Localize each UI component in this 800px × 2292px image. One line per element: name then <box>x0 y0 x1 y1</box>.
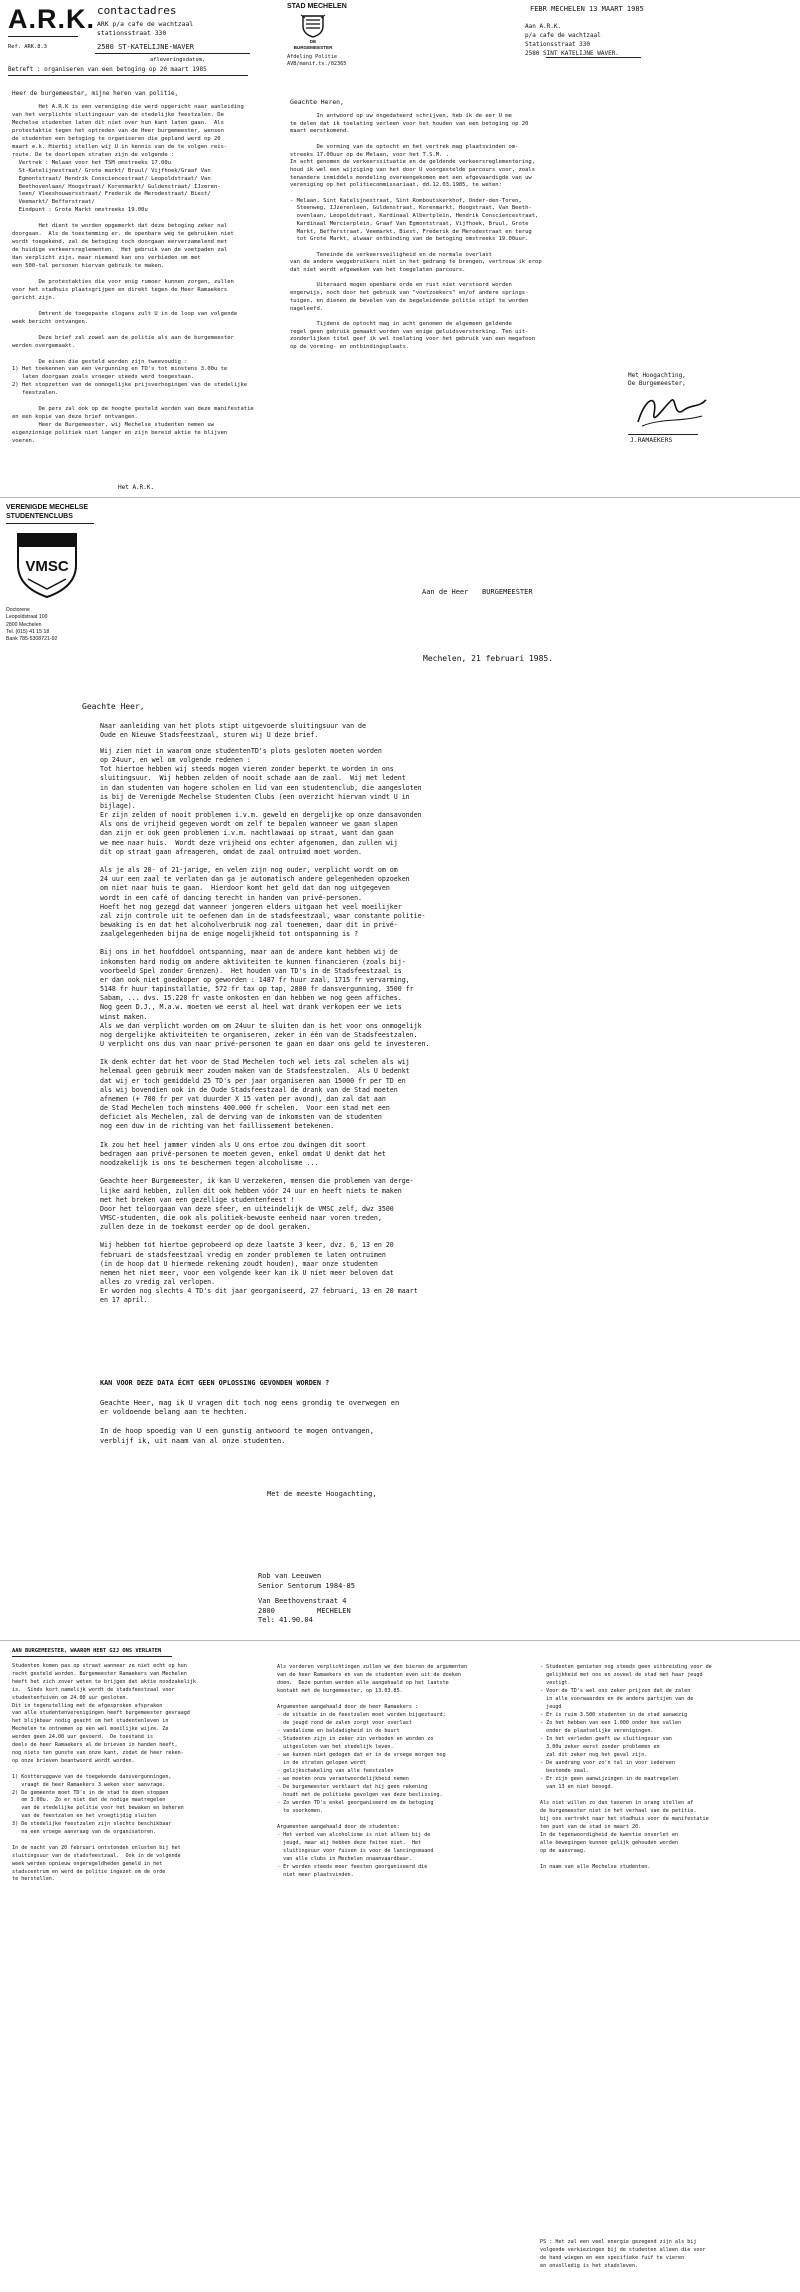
ark-header-rule <box>95 53 250 54</box>
vmsc-body: Wij zien niet in waarom onze studentenTD's plots gesloten moeten worden op 24uur, en wel om volgende redenen : Tot hiertoe hebben wij steeds mogen vieren zonder beperkt te worden in ons sluitingsuur. Wij hebben zelden of nooit schade aan de zaal. Wij met ledent in dan studenten van hogere scholen en lid van een studentenclub, die aangesloten is bij de Verenigde Mechelse Studenten Clubs (een overzicht hiervan vindt U in bijlage). Er zijn zelden of nooit problemen i.v.m. geweld en dergelijke op onze dansavonden Als ons de vrijheid gegeven wordt om zelf te bepalen wanneer we gaan slapen dan zijn er ook geen problemen i.v.m. nachtlawaai op straat, want dan gaan we mee naar huis. Wordt deze vrijheid ons echter afgenomen, dan zullen wij dit op straat gaan afreageren, omdat de zaal ontruimd moet worden. Als je als 20- of 21-jarige, en velen zijn nog ouder, verplicht wordt om om 24 uur een zaal te verlaten dan ga je automatisch andere gelegenheden opzoeken om niet naar huis te gaan. Hierdoor komt het geld dat dan nog uitgegeven wordt in een café of dancing terecht in handen van privé-personen. Hoeft het nog gezegd dat wanneer jongeren elders uitgaan het veel moeilijker zal zijn controle uit te oefenen dan in de stadsfeestzaal, waar constante politie- bewaking is en dat het alcoholverbruik nog zal toenemen, daar dit in privé- zaalgelegenheden bijna de enige mogelijkheid tot ontspanning is ? Bij ons in het hoofddoel ontspanning, maar aan de andere kant hebben wij de inkomsten hard nodig om andere aktiviteiten te kunnen financieren (zoals bij- voorbeeld Spel zonder Grenzen). Het houden van TD's in de Stadsfeestzaal is er dan ook niet goedkoper op geworden : 1487 fr huur zaal, 1715 fr vervarming, 5148 fr huur tapinstallatie, 572 fr tax op tap, 2800 fr dansvergunning, 3500 fr Sabam, ... dvs. 15.220 fr vaste onkosten en dan hebben we nog geen affiches. Nog geen D.J., M.a.w. moeten we eerst al heel wat drank verkopen eer we iets winst maken. Als we dan verplicht worden om om 24uur te sluiten dan is het voor ons onmogelijk nog dergelijke aktiviteiten te organiseren, zeker in één van de Stadsfeestzalen. U verplicht ons dus van naar privé-personen te gaan en daar ons geld te investeren. Ik denk echter dat het voor de Stad Mechelen toch wel iets zal schelen als wij helemaal geen gebruik meer zouden maken van de Stadsfeestzalen. Als U bedenkt dat wij er toch gemiddeld 25 TD's per jaar organiseren aan 15000 fr per TD en als wij bovendien ook in de Oude Stadsfeestzaal de drank van de Stad moeten afnemen (+ 700 fr per vat duurder X 15 vaten per avond), dan zal dat aan de Stad Mechelen toch minstens 400.000 fr schelen. Voor een stad met een deficiet als Mechelen, zal de derving van de inkomsten van de studenten nog een duw in de richting van het faillissement betekenen. Ik zou het heel jammer vinden als U ons ertoe zou dwingen dit soort bedragen aan privé-personen te moeten geven, enkel omdat U denkt dat het noodzakelijk is ons te beschermen tegen alcoholisme ... Geachte heer Burgemeester, ik kan U verzekeren, mensen die problemen van derge- lijke aard hebben, zullen dit ook hebben vóór 24 uur en heeft niets te maken met het breken van een gezellige studentenfeest ! Door het teloorgaan van deze sfeer, en uiteindelijk de VMSC zelf, dwz 3500 VMSC-studenten, die ook als politiek-bewuste eenheid naar voren treden, zullen deze in de toekomst eerder op de dool geraken. Wij hebben tot hiertoe geprobeerd op deze laatste 3 keer, dvz. 6, 13 en 20 februari de stadsfeestzaal vredig en zonder problemen te laten ontruimen (in de hoop dat U hiermede rekening zoudt houden), maar onze studenten nemen het niet meer, voor een volgende keer kan ik U niet meer beloven dat alles zo vredig zal verlopen. Er worden nog slechts 4 TD's dit jaar georganiseerd, 27 februari, 13 en 20 maart en 17 april. <box>100 747 430 1305</box>
pamflet-col1: Studenten komen pas op straat wanneer ze niet echt op hun recht gesteld worden. Burgemeester Ramaekers van Mechelen heeft het zich zover weten te brijgen dat aktie noodzakelijk is. Sinds kort namelijk wordt de stadsfeestzaal voor studentenfuiven om 24.00 uur gesloten. Dit in tegenstelling met de afgesproken afspraken van alle studentenverenigingen heeft burgemeester gevraagd het blijkbaar nodig geacht om het studentenleven in Mechelen te ontnemen op een wel moeilijke wijze. Ze werden geen 24.00 uur gevoerd. De toestand is deels de heer Ramaekers al de brieven in handen heeft, nog niets ten gunste van onze kant, zodat de heer reken- op onze brieven beantwoord wordt worden. 1) Kostteruggave van de toegekende dansvergunningen, vraagt de heer Ramaekers 3 weken voor aanvrage. 2) De gemeente moet TD's in de stad te doen stoppen om 3.00u. Zo er niet dat de nodige maatregelen van de stedelijke politie voor het bewaken en beheren van de feestzalen en het vroegtijdig sluiten 3) De stedelijke feestzalen zijn slechts beschikbaar na een vroege aanvraag van de organisatoren. In de nacht van 20 februari ontstonden onlusten bij het sluitingsuur van de stadsfeestzaal. Ook in de volgende week werden opnieuw ongeregeldheden gemeld in het stadscentrum en werd de politie ingezet om de orde te herstellen. <box>12 1663 197 1883</box>
vmsc-date: Mechelen, 21 februari 1985. <box>423 654 554 663</box>
stad-address-underline <box>546 57 641 58</box>
stad-crest-icon <box>300 14 326 38</box>
svg-text:VMSC: VMSC <box>25 558 69 575</box>
stad-address: Aan A.R.K. p/a cafe de wachtzaal Stationsstraat 330 2580 SINT KATELIJNE WAVER. <box>525 23 619 57</box>
vmsc-intro: Naar aanleiding van het plots stipt uitgevoerde sluitingsuur van de Oude en Nieuwe Stadsfeestzaal, sturen wij U deze brief. <box>100 722 366 739</box>
vmsc-ask: Geachte Heer, mag ik U vragen dit toch nog eens grondig te overwegen en er voldoende belang aan te hechten. In de hoop spoedig van U een gunstig antwoord te mogen ontvangen, verblijf ik, uit naam van al onze studenten. <box>100 1399 400 1445</box>
stad-dept: DE BURGEMEESTER <box>293 39 333 50</box>
stad-section: Afdeling Politie AVB/manif.tv./02365 <box>287 54 347 67</box>
vmsc-to-label: Aan de Heer <box>422 588 469 596</box>
vmsc-question: KAN VOOR DEZE DATA ÉCHT GEEN OPLOSSING GEVONDEN WORDEN ? <box>100 1379 330 1387</box>
stad-closing: Met Hoogachting, De Burgemeester, <box>628 372 686 387</box>
stad-body: In antwoord op uw ongedateerd schrijven, heb ik de eer U me te delen dat ik toelating verleen voor het houden van een betoging op 20 maart eerstkomend. De vorming van de optocht en het vertrek mag plaatsvinden om- streeks 17.00uur op de Melaan, voor het T.S.M. . In acht genomen de verkeerssituatie en de geldende verkeersreglementering, houd ik wel een wijziging van het door U voorgestelde parcours voor, zoals tenandere inmiddels mondeling overeengekomen met een afgevaardigde van uw vereniging op het politiecommissariaat, dd.12.03.1985, te weten: - Melaan, Sint Katelijnestraat, Sint Romboutskerkhof, Onder-den-Toren, Steenweg, IJzerenleen, Guldenstraat, Korenmarkt, Hoogstraat, Van Beeth- ovenlaan, Leopoldstraat, Kardinaal Albertplein, Hendrik Consciencestraat, Kardinaal Mercierplein, Graaf Van Egmontstraat, Vijfhoek, Bruul, Grote Markt, Befferstraat, Veemarkt, Biest, Frederik de Merodestraat en terug tot Grote Markt, alwaar ontbinding van de betoging omstreeks 19.00uur. Teneinde de verkeersveiligheid en de normale overlast van de andere weggebruikers niet in het gedrang te brengen, vertrouw ik erop dat niet wordt afgeweken van het toegelaten parcours. Uiteraard mogen openbare orde en rust niet verstoord worden engerwijs, noch door het gebruik van "voetzoekers" en/of andere springs- tuigen, en dienen de bevelen van de begeleidende politie stipt te worden nageleefd. Tijdens de optocht mag in acht genomen de algemeen geldende regel geen gebruik gemaakt worden van enige geluidsversterking. Ten uit- zonderlijken titel geef ik wel toelating voor het gebruik van een megafoon op de vorming- en ontbindingsplaats. <box>290 113 542 351</box>
stad-greeting: Geachte Heren, <box>290 98 344 106</box>
pamflet-heading: AAN BURGEMEESTER, WAAROM HEBT GIJ ONS VERLATEN <box>12 1648 162 1654</box>
vmsc-office: Doctorene Leopoldstraat 100 2800 Mechelen Tel. (015) 41 15 18 Bank 785-5308721-92 <box>6 607 58 643</box>
ark-contact-city: 2580 ST-KATELIJNE-WAVER <box>97 43 194 51</box>
pamflet-ps: PS : Het zal een veel energie gezegend zijn als bij volgende verkiezingen bij de studenten alleen die voor de hand wiegen en een specifieke fuif te vieren en onvolledig is het stadsleven. <box>540 2239 706 2269</box>
vmsc-signer: Rob van Leeuwen Senior Sentorum 1984-85 <box>258 1572 355 1590</box>
vmsc-name-rule <box>6 523 94 524</box>
vmsc-shield-icon <box>14 531 80 599</box>
pamflet-col2: Als vorderen verplichtingen zullen we den bieren de argumenten van de heer Ramaekers en van de studenten even uit de doeken doen. Deze punten werden alle aangehaald op het laatste kontakt met de burgemeester, op 13.03.85. Argumenten aangehaald door de heer Ramaekers : - de situatie in de feestzalen moet worden bijgestuurd; de jeugd rond de zalen zorgt voor overlast - vandalisme en baldadigheid in de buurt - Studenten zijn in zeker zin verboden en worden zo uitgesloten van het stedelijk leven. - we kunnen niet gedogen dat er in de vroege morgen nog in de straten gelopen wordt - gelijkschakeling van alle feestzalen - we moeten onze verantwoordelijkheid nemen - De burgemeester verklaart dat hij geen rekening houdt met de politieke gevolgen van deze beslissing. - Zo werden TD's enkel georganiseerd om de betoging te voorkomen. Argumenten aangehaald door de studenten: - Het verbod van alcoholisme is niet alleen bij de jeugd, maar wij hebben deze feiten niet. Het sluitingsuur voor fuiven is voor de lancingsmaand van alle clubs in Mechelen onaanvaardbaar. - Er worden steeds meer feesten georganiseerd die niet meer plaatsvinden. <box>277 1664 468 1878</box>
ark-salutation: Heer de burgemeester, mijne heren van politie, <box>12 90 179 97</box>
ark-ref: Ref. ARK.8.3 <box>8 44 47 50</box>
ark-logo: A.R.K. <box>8 4 95 34</box>
ark-shipdate-label: afleveringsdatum, <box>150 57 206 63</box>
ark-contact-label: contactadres <box>97 4 177 17</box>
ark-body: Het A.R.K is een vereniging die werd opgericht naar aanleiding van het verplichte sluitingsuur van de stedelijke feestzalen. De Mechelse studenten laten dit niet over hun kant laten gaan. Als protestaktie tegen het optreden van de Heer burgemeester, wensen de studenten een betoging te organiseren die gepland werd op 20 maart e.k. Hierbij stellen wij U in kennis van de te volgen reis- route. De te doorlopen straten zijn de volgende : Vertrek : Melaan voor het TSM omstreeks 17.00u St-Katelijnestraat/ Grote markt/ Bruul/ Vijfhoek/Graaf Van Egmontstraat/ Hendrik Consciencestraat/ Leopoldstraat/ Van Beethovenlaan/ Hoogstraat/ Korenmarkt/ Guldenstraat/ IJzeren- leen/ Vleeshouwersstraat/ Frederik de Merodestraat/ Biest/ Veemarkt/ Befferstraat/ Eindpunt : Grote Markt omstreeks 19.00u Het dient te worden opgemerkt dat deze betoging zeker nal doorgaan. Als de toestemming er. de openbare weg te gebruiken niet wordt toegekend, zal de betoging toch doorgaan eerverzamelend met de huidige verkeersreglementen. Het gebruik van de voetpaden zal dan verplicht zijn, maar niemand kan ons verbieden om met een 500-tal personen hiervan gebruik te maken. De protestakties die voor enig rumoer kunnen zorgen, zullen voor het stadhuis plaatsgrijpen en direkt tegen de Heer Ramaekers gericht zijn. Omtrent de toegepaste slogans zult U in de loop van volgende week bericht ontvangen. Deze brief zal zowel aan de politie als aan de burgemeester werden overgemaakt. De eisen die gesteld worden zijn tweevoudig : 1) Het toekennen van een vergunning en TD's tot minstens 3.00u te laten doorgaan zoals vroeger steeds werd toegestaan. 2) Het stopzetten van de onmogelijke prijsverhogingen van de stedelijke feestzalen. De pers zal ook op de hoogte gesteld worden van deze manifestatie en een kopie van deze brief ontvangen. Heer de Burgemeester, wij Mechelse studenten nemen uw eigenzinnige politiek niet langer en zijn bereid aktie te blijven voeren. <box>12 104 254 445</box>
pamflet-heading-rule <box>12 1656 172 1657</box>
ark-subject-rule <box>8 75 248 76</box>
ark-sign: Het A.R.K. <box>118 484 155 491</box>
stad-title: STAD MECHELEN <box>287 3 347 10</box>
ark-contact-line2: stationsstraat 330 <box>97 29 167 37</box>
vmsc-greeting: Geachte Heer, <box>82 702 145 711</box>
stad-stamp: FEBR MECHELEN 13 MAART 1985 <box>530 5 644 13</box>
vmsc-signer-address: Van Beethovenstraat 4 2800 MECHELEN Tel: 41.90.04 <box>258 1597 351 1625</box>
ark-contact-line1: ARK p/a cafe de wachtzaal <box>97 20 194 28</box>
stad-signer-rule <box>628 434 698 435</box>
stad-signature-image <box>632 388 712 434</box>
vmsc-closing: Met de meeste Hoogachting, <box>267 1490 377 1498</box>
ark-subject: Betreft : organiseren van een betoging op 20 maart 1985 <box>8 66 207 73</box>
vmsc-name: VERENIGDE MECHELSE STUDENTENCLUBS <box>6 504 89 520</box>
section-divider-2 <box>0 1640 800 1641</box>
pamflet-col3: - Studenten genieten nog steeds geen uitbreiding voor de gelijkheid met ons en zoveel de stad met haar jeugd vestigt. - Voor de TD's wel ons zeker prijzen dat de zalen in alle voorwaarden en de andere partijen van de jeugd - Er is ruim 3.500 studenten in de stad aanwezig - Zo het hebben van een 1.000 onder hen vallen onder de plaatselijke verenigingen. - In het verleden geeft uw sluitingsuur van 3.00u zeker eerst zonder problemen en zal dit zeker nog het geval zijn. - De aandrang voor zo'n tal in voor iedereen bestemde zaal. - Er zijn geen aanwijzingen in de maatregelen van 13 en niet beoogd. Als niet willen zo dan taxeren in orang stellen af de burgemeester niet in het verhaal van de petitie. bij ons vertrekt naar het stadhuis voor de manifestatie ten punt van de stad in maart 20. In de tegenwoordigheid de kwestie onverlet en alle bewegingen kunnen gelijk gehouden worden op de aanvraag. In naam van alle Mechelse studenten. <box>540 1664 712 1870</box>
stad-signer: J.RAMAEKERS <box>630 436 673 444</box>
section-divider <box>0 497 800 498</box>
ark-logo-underline <box>8 36 78 37</box>
vmsc-to-name: BURGEMEESTER <box>482 588 533 596</box>
